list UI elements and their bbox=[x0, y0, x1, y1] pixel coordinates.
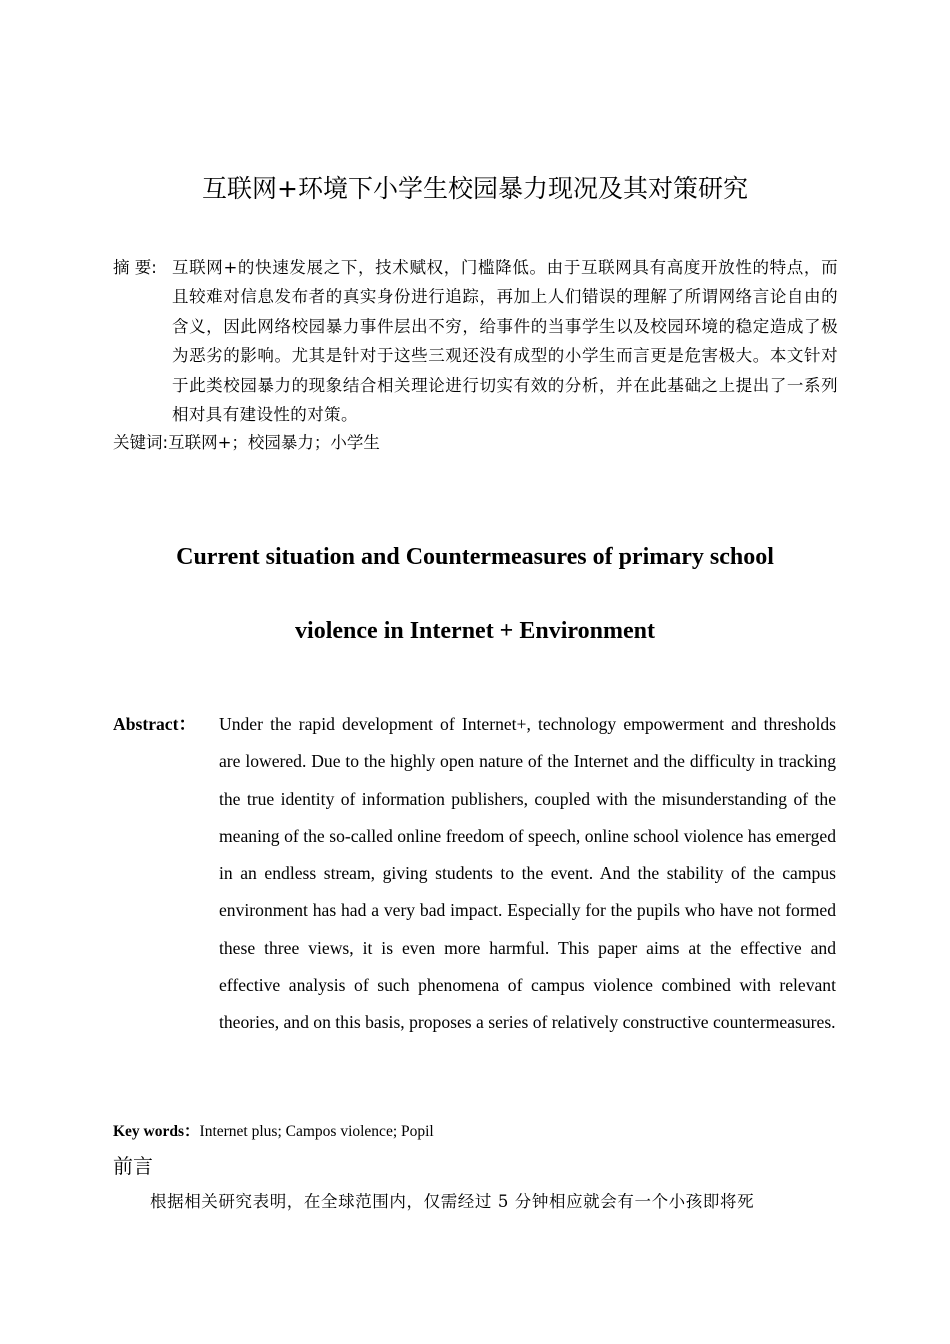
english-keywords bbox=[113, 1120, 434, 1144]
chinese-abstract bbox=[113, 253, 838, 429]
section-heading-preface: 前言 bbox=[113, 1154, 153, 1178]
english-title bbox=[0, 520, 950, 668]
english-keywords-label: Key words： bbox=[113, 1123, 200, 1140]
intro-paragraph: 根据相关研究表明，在全球范围内，仅需经过 5 分钟相应就会有一个小孩即将死 bbox=[150, 1192, 755, 1211]
english-abstract-label: Abstract： bbox=[113, 714, 197, 734]
chinese-keywords-label: 关键词: bbox=[113, 433, 169, 452]
english-abstract-text: Under the rapid development of Internet+, technology empowerment and thresholds are lowered. Due to the highly open nature of the Internet and the difficulty in tracking the true identity of information publishers, coupled with the misunderstanding of the meaning of the so-called online freedom of speech, online school violence has emerged in an endless stream, giving students to the event. And the stability of the campus environment has had a very bad impact. Especially for the pupils who have not formed these three views, it is even more harmful. This paper aims at the effective and effective analysis of such phenomena of campus violence combined with relevant theories, and on this basis, proposes a series of relatively constructive countermeasures. bbox=[219, 714, 836, 1033]
english-keywords-text: Internet plus; Campos violence; Popil bbox=[199, 1123, 434, 1140]
chinese-abstract-text: 互联网+的快速发展之下，技术赋权，门槛降低。由于互联网具有高度开放性的特点，而且较难对信息发布者的真实身份进行追踪，再加上人们错误的理解了所谓网络言论自由的含义，因此网络校园暴力事件层出不穷，给事件的当事学生以及校园环境的稳定造成了极为恶劣的影响。尤其是针对于这些三观还没有成型的小学生而言更是危害极大。本文针对于此类校园暴力的现象结合相关理论进行切实有效的分析，并在此基础之上提出了一系列相对具有建设性的对策。 bbox=[172, 258, 838, 425]
english-title-line-1: Current situation and Countermeasures of primary school bbox=[176, 544, 774, 570]
chinese-keywords-text: 互联网+；校园暴力；小学生 bbox=[168, 433, 380, 452]
chinese-abstract-label: 摘 要: bbox=[113, 258, 157, 277]
chinese-keywords bbox=[113, 428, 380, 457]
english-abstract bbox=[113, 706, 836, 1042]
chinese-title: 互联网+环境下小学生校园暴力现况及其对策研究 bbox=[202, 174, 748, 203]
english-title-line-2: violence in Internet + Environment bbox=[295, 618, 655, 644]
